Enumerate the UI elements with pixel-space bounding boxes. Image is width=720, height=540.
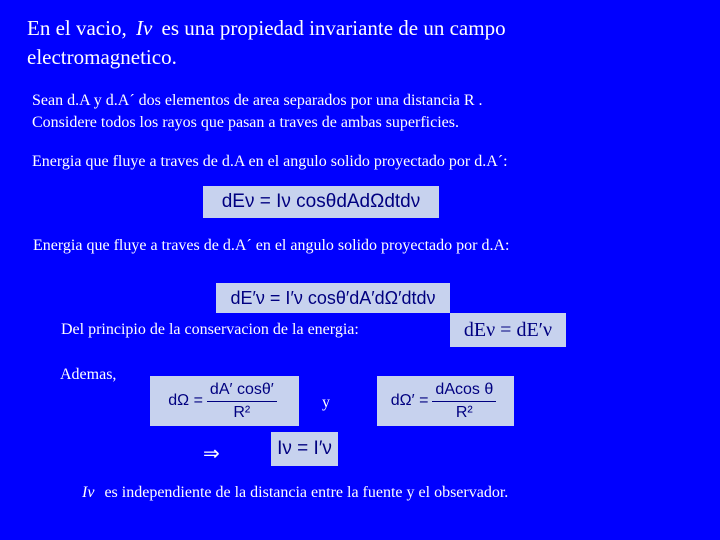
conclusion-text: es independiente de la distancia entre la fuente y el observador.	[104, 484, 509, 501]
title-line-2: electromagnetico.	[27, 45, 177, 69]
energy2-formula: dE′ν = I′ν cosθ′dA′dΩ′dtdν	[216, 283, 450, 313]
solid-angle-formula-2	[377, 376, 514, 426]
f2-numerator: dAcos θ	[432, 380, 496, 402]
f2-fraction	[432, 380, 496, 423]
implies-arrow-icon: ⇒	[203, 441, 220, 465]
intro-line-1: Sean d.A y d.A´ dos elementos de area separados por una distancia R .	[32, 92, 483, 109]
slide-title	[27, 14, 506, 72]
f2-denominator: R²	[455, 403, 473, 421]
energy2-text: Energia que fluye a traves de d.A´ en el angulo solido proyectado por d.A:	[33, 237, 510, 254]
title-line-1	[27, 14, 506, 43]
title-prefix: En el vacio,	[27, 16, 127, 40]
solid-angle-formula-1	[150, 376, 299, 426]
conclusion-symbol: Iν	[82, 484, 95, 501]
f1-numerator: dA′ cosθ′	[207, 380, 277, 402]
f1-fraction	[207, 380, 277, 423]
title-suffix: es una propiedad invariante de un campo	[161, 16, 506, 40]
conservation-formula: dEν = dE′ν	[450, 313, 566, 347]
title-symbol: Iν	[135, 16, 153, 40]
intro-line-2: Considere todos los rayos que pasan a traves de ambas superficies.	[32, 114, 459, 131]
conclusion	[82, 482, 508, 504]
connector-y: y	[322, 394, 330, 411]
f1-lhs: dΩ =	[168, 392, 203, 409]
conservation-text: Del principio de la conservacion de la energia:	[61, 321, 359, 338]
energy1-formula: dEν = Iν cosθdAdΩdtdν	[203, 186, 439, 218]
ademas-label: Ademas,	[60, 366, 117, 383]
intro-paragraph	[32, 90, 483, 134]
invariance-formula: Iν = I′ν	[271, 432, 338, 466]
energy1-text: Energia que fluye a traves de d.A en el angulo solido proyectado por d.A´:	[32, 153, 508, 170]
f1-denominator: R²	[233, 403, 251, 421]
f2-lhs: dΩ′ =	[390, 392, 429, 409]
